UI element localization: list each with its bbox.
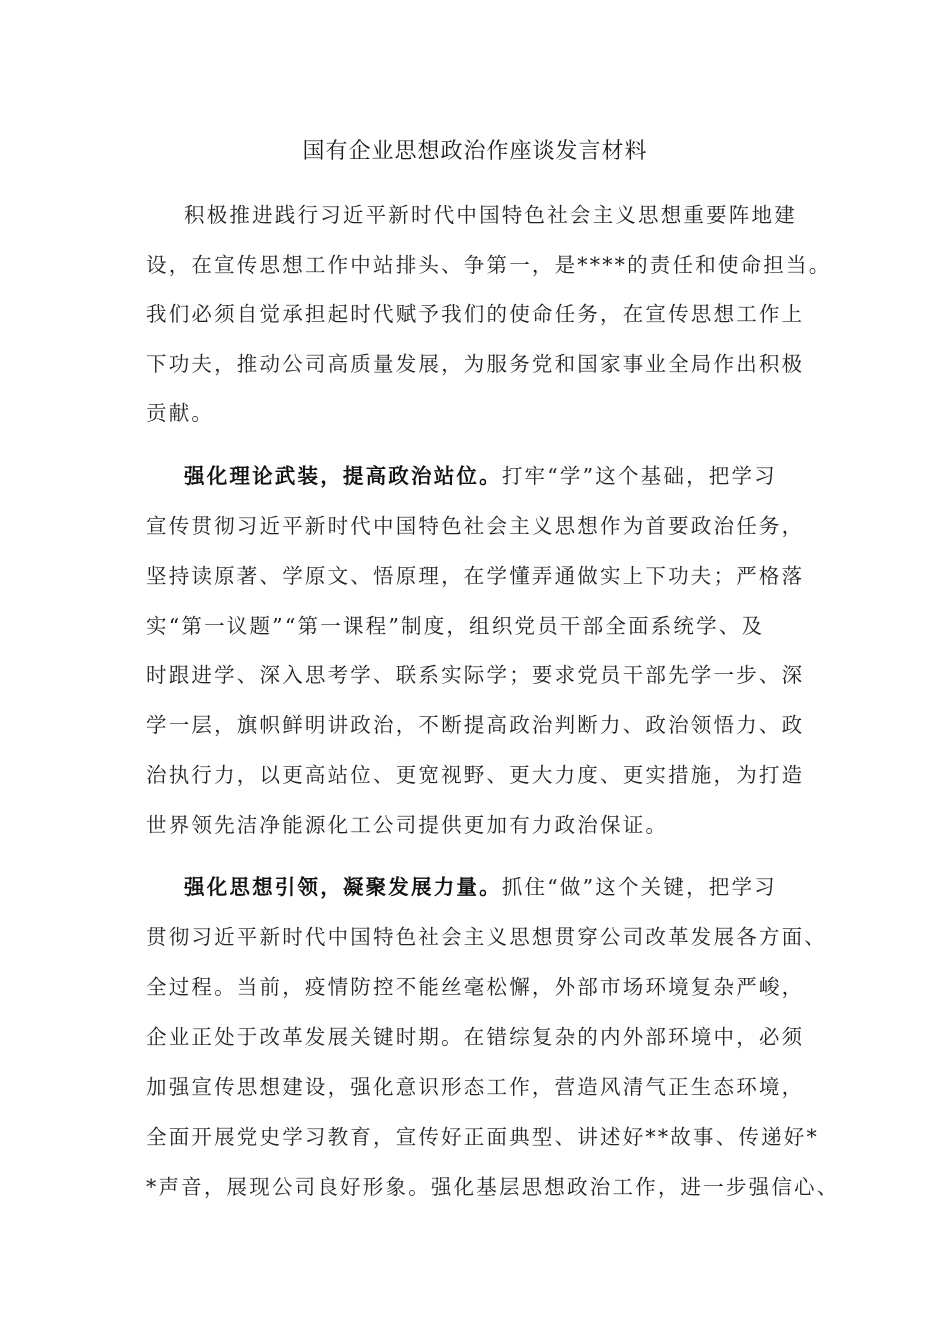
section2-heading: 强化思想引领，凝聚发展力量。 — [184, 875, 502, 899]
section1-first-line-text: 打牢“学”这个基础，把学习 — [501, 464, 777, 488]
section1-first-line — [184, 460, 777, 492]
section1-line: 坚持读原著、学原文、悟原理，在学懂弄通做实上下功夫；严格落 — [146, 564, 805, 588]
intro-line: 积极推进践行习近平新时代中国特色社会主义思想重要阵地建 — [184, 203, 797, 227]
section1-line: 宣传贯彻习近平新时代中国特色社会主义思想作为首要政治任务， — [146, 514, 805, 538]
intro-line: 贡献。 — [146, 401, 215, 425]
section2-line: 全面开展党史学习教育，宣传好正面典型、讲述好**故事、传递好* — [146, 1125, 819, 1149]
section2-line: *声音，展现公司良好形象。强化基层思想政治工作，进一步强信心、 — [146, 1175, 840, 1199]
section2-line: 贯彻习近平新时代中国特色社会主义思想贯穿公司改革发展各方面、 — [146, 925, 827, 949]
section1-line: 时跟进学、深入思考学、联系实际学；要求党员干部先学一步、深 — [146, 663, 805, 687]
section1-line: 实“第一议题”“第一课程”制度，组织党员干部全面系统学、及 — [146, 614, 765, 638]
section2-first-line-text: 抓住“做”这个关键，把学习 — [501, 875, 777, 899]
document-title: 国有企业思想政治作座谈发言材料 — [302, 139, 648, 164]
section2-first-line — [184, 871, 777, 903]
section1-line: 世界领先洁净能源化工公司提供更加有力政治保证。 — [146, 813, 669, 837]
intro-line: 设，在宣传思想工作中站排头、争第一，是****的责任和使命担当。 — [146, 253, 832, 277]
intro-line: 下功夫，推动公司高质量发展，为服务党和国家事业全局作出积极 — [146, 352, 805, 376]
section1-heading: 强化理论武装，提高政治站位。 — [184, 464, 502, 488]
intro-line: 我们必须自觉承担起时代赋予我们的使命任务，在宣传思想工作上 — [146, 302, 805, 326]
section2-line: 加强宣传思想建设，强化意识形态工作，营造风清气正生态环境， — [146, 1075, 805, 1099]
section2-line: 全过程。当前，疫情防控不能丝毫松懈，外部市场环境复杂严峻， — [146, 975, 805, 999]
section1-line: 治执行力，以更高站位、更宽视野、更大力度、更实措施，为打造 — [146, 763, 805, 787]
section2-line: 企业正处于改革发展关键时期。在错综复杂的内外部环境中，必须 — [146, 1025, 805, 1049]
section1-line: 学一层，旗帜鲜明讲政治，不断提高政治判断力、政治领悟力、政 — [146, 713, 805, 737]
